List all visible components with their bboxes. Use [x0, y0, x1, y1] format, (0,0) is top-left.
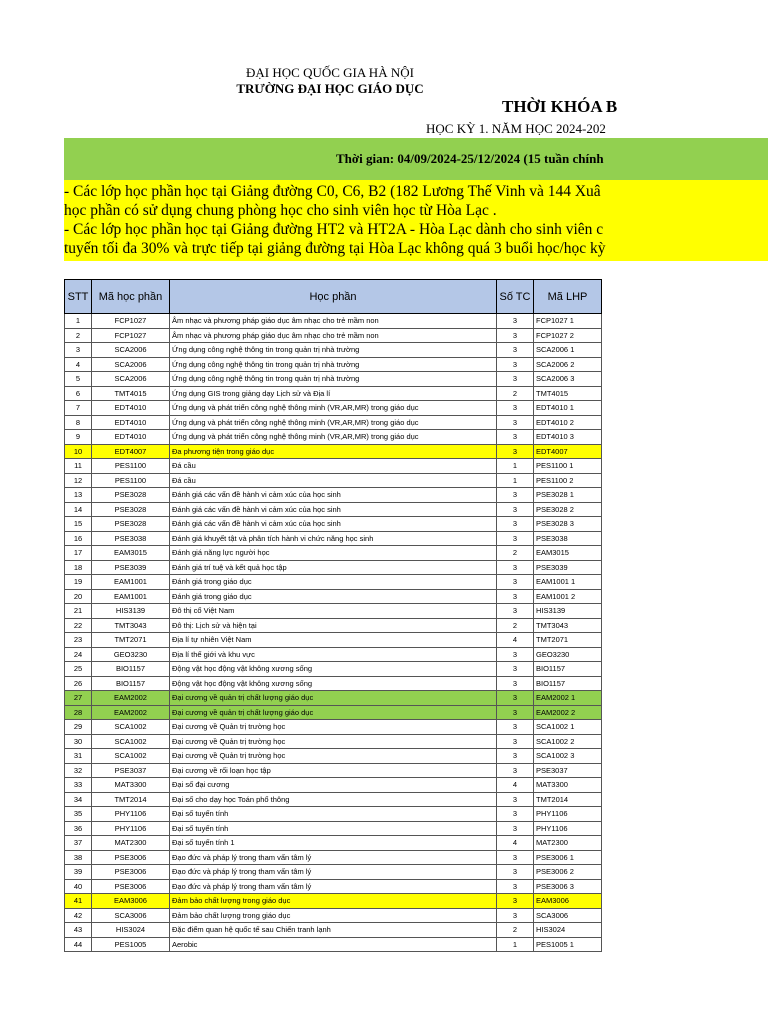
- cell-stt: 7: [65, 401, 92, 416]
- table-row: [65, 488, 602, 503]
- table-row: [65, 865, 602, 880]
- cell-ma-hoc-phan: PSE3037: [92, 763, 170, 778]
- cell-ma-hoc-phan: BIO1157: [92, 662, 170, 677]
- table-row: [65, 517, 602, 532]
- cell-ma-lhp: TMT2071: [534, 633, 602, 648]
- cell-hoc-phan: Đá cầu: [170, 473, 497, 488]
- table-row: [65, 386, 602, 401]
- cell-ma-lhp: BIO1157: [534, 676, 602, 691]
- cell-so-tc: 3: [497, 357, 534, 372]
- cell-ma-hoc-phan: PSE3028: [92, 502, 170, 517]
- cell-ma-lhp: EAM3015: [534, 546, 602, 561]
- cell-hoc-phan: Đá cầu: [170, 459, 497, 474]
- cell-ma-hoc-phan: TMT2014: [92, 792, 170, 807]
- school-name: TRƯỜNG ĐẠI HỌC GIÁO DỤC: [236, 81, 424, 96]
- cell-hoc-phan: Đánh giá các vấn đề hành vi cảm xúc của học sinh: [170, 517, 497, 532]
- table-row: [65, 908, 602, 923]
- cell-hoc-phan: Đại số cho dạy học Toán phổ thông: [170, 792, 497, 807]
- cell-ma-lhp: SCA3006: [534, 908, 602, 923]
- cell-ma-lhp: HIS3139: [534, 604, 602, 619]
- cell-stt: 22: [65, 618, 92, 633]
- cell-so-tc: 3: [497, 488, 534, 503]
- cell-hoc-phan: Đại cương về Quản trị trường học: [170, 734, 497, 749]
- cell-ma-hoc-phan: SCA2006: [92, 372, 170, 387]
- cell-so-tc: 3: [497, 589, 534, 604]
- cell-hoc-phan: Động vật học động vật không xương sống: [170, 676, 497, 691]
- cell-ma-hoc-phan: TMT2071: [92, 633, 170, 648]
- cell-stt: 29: [65, 720, 92, 735]
- table-row: [65, 937, 602, 952]
- cell-so-tc: 3: [497, 328, 534, 343]
- cell-so-tc: 3: [497, 720, 534, 735]
- cell-stt: 14: [65, 502, 92, 517]
- cell-hoc-phan: Đánh giá trong giáo dục: [170, 575, 497, 590]
- cell-hoc-phan: Ứng dụng GIS trong giảng dạy Lịch sử và Địa lí: [170, 386, 497, 401]
- cell-stt: 28: [65, 705, 92, 720]
- cell-ma-lhp: PES1100 1: [534, 459, 602, 474]
- cell-ma-hoc-phan: HIS3139: [92, 604, 170, 619]
- table-row: [65, 763, 602, 778]
- table-row: [65, 792, 602, 807]
- cell-ma-lhp: EAM2002 2: [534, 705, 602, 720]
- table-row: [65, 328, 602, 343]
- cell-stt: 23: [65, 633, 92, 648]
- cell-stt: 37: [65, 836, 92, 851]
- cell-ma-hoc-phan: PSE3039: [92, 560, 170, 575]
- cell-ma-hoc-phan: EAM3015: [92, 546, 170, 561]
- cell-ma-hoc-phan: EAM2002: [92, 691, 170, 706]
- cell-ma-lhp: EAM1001 1: [534, 575, 602, 590]
- table-row: [65, 546, 602, 561]
- cell-stt: 33: [65, 778, 92, 793]
- notes-box: [64, 180, 768, 261]
- cell-hoc-phan: Đánh giá khuyết tật và phân tích hành vi chức năng học sinh: [170, 531, 497, 546]
- table-row: [65, 401, 602, 416]
- cell-hoc-phan: Ứng dụng công nghệ thông tin trong quản trị nhà trường: [170, 357, 497, 372]
- table-row: [65, 662, 602, 677]
- cell-ma-lhp: FCP1027 1: [534, 314, 602, 329]
- cell-hoc-phan: Đạo đức và pháp lý trong tham vấn tâm lý: [170, 850, 497, 865]
- cell-stt: 30: [65, 734, 92, 749]
- table-row: [65, 894, 602, 909]
- cell-ma-hoc-phan: PES1005: [92, 937, 170, 952]
- cell-stt: 6: [65, 386, 92, 401]
- table-row: [65, 647, 602, 662]
- table-row: [65, 807, 602, 822]
- cell-so-tc: 1: [497, 937, 534, 952]
- table-row: [65, 531, 602, 546]
- cell-so-tc: 3: [497, 517, 534, 532]
- schedule-table-wrap: [64, 279, 601, 952]
- table-row: [65, 604, 602, 619]
- cell-hoc-phan: Đánh giá trong giáo dục: [170, 589, 497, 604]
- cell-stt: 20: [65, 589, 92, 604]
- table-row: [65, 691, 602, 706]
- cell-ma-hoc-phan: EAM1001: [92, 575, 170, 590]
- cell-ma-hoc-phan: SCA3006: [92, 908, 170, 923]
- cell-so-tc: 2: [497, 386, 534, 401]
- cell-ma-hoc-phan: EAM3006: [92, 894, 170, 909]
- cell-so-tc: 2: [497, 618, 534, 633]
- cell-ma-lhp: SCA2006 1: [534, 343, 602, 358]
- cell-ma-lhp: PSE3039: [534, 560, 602, 575]
- cell-ma-lhp: PSE3006 2: [534, 865, 602, 880]
- cell-hoc-phan: Ứng dụng công nghệ thông tin trong quản trị nhà trường: [170, 372, 497, 387]
- cell-hoc-phan: Đạo đức và pháp lý trong tham vấn tâm lý: [170, 865, 497, 880]
- cell-stt: 17: [65, 546, 92, 561]
- cell-stt: 27: [65, 691, 92, 706]
- cell-so-tc: 4: [497, 633, 534, 648]
- table-row: [65, 676, 602, 691]
- cell-so-tc: 3: [497, 372, 534, 387]
- cell-ma-lhp: EAM1001 2: [534, 589, 602, 604]
- cell-ma-hoc-phan: PSE3028: [92, 488, 170, 503]
- cell-stt: 19: [65, 575, 92, 590]
- cell-ma-lhp: PSE3028 1: [534, 488, 602, 503]
- cell-so-tc: 3: [497, 647, 534, 662]
- cell-ma-hoc-phan: HIS3024: [92, 923, 170, 938]
- cell-ma-hoc-phan: GEO3230: [92, 647, 170, 662]
- cell-stt: 13: [65, 488, 92, 503]
- cell-so-tc: 3: [497, 865, 534, 880]
- cell-so-tc: 3: [497, 531, 534, 546]
- cell-ma-lhp: EDT4007: [534, 444, 602, 459]
- cell-so-tc: 3: [497, 894, 534, 909]
- cell-ma-hoc-phan: TMT3043: [92, 618, 170, 633]
- cell-ma-lhp: PSE3006 3: [534, 879, 602, 894]
- cell-ma-lhp: TMT4015: [534, 386, 602, 401]
- cell-so-tc: 3: [497, 604, 534, 619]
- cell-stt: 3: [65, 343, 92, 358]
- cell-hoc-phan: Đảm bảo chất lượng trong giáo dục: [170, 894, 497, 909]
- cell-so-tc: 3: [497, 502, 534, 517]
- cell-ma-hoc-phan: PSE3028: [92, 517, 170, 532]
- cell-hoc-phan: Địa lí thế giới và khu vực: [170, 647, 497, 662]
- cell-stt: 39: [65, 865, 92, 880]
- cell-stt: 15: [65, 517, 92, 532]
- cell-ma-hoc-phan: PSE3006: [92, 879, 170, 894]
- cell-ma-lhp: FCP1027 2: [534, 328, 602, 343]
- table-row: [65, 633, 602, 648]
- note-line-3: - Các lớp học phần học tại Giảng đường HT2 và HT2A - Hòa Lạc dành cho sinh viên c: [64, 221, 604, 238]
- cell-ma-hoc-phan: EDT4007: [92, 444, 170, 459]
- table-row: [65, 372, 602, 387]
- cell-ma-hoc-phan: PHY1106: [92, 821, 170, 836]
- cell-hoc-phan: Đại cương về Quản trị trường học: [170, 720, 497, 735]
- cell-hoc-phan: Đại cương về rối loạn học tập: [170, 763, 497, 778]
- cell-so-tc: 3: [497, 908, 534, 923]
- cell-ma-lhp: EAM3006: [534, 894, 602, 909]
- cell-ma-lhp: EDT4010 3: [534, 430, 602, 445]
- note-line-4: tuyến tối đa 30% và trực tiếp tại giảng đường tại Hòa Lạc không quá 3 buổi học/học kỳ: [64, 240, 606, 257]
- cell-ma-lhp: SCA1002 3: [534, 749, 602, 764]
- cell-hoc-phan: Đánh giá năng lực người học: [170, 546, 497, 561]
- table-row: [65, 850, 602, 865]
- cell-ma-hoc-phan: EAM2002: [92, 705, 170, 720]
- cell-stt: 16: [65, 531, 92, 546]
- cell-so-tc: 3: [497, 662, 534, 677]
- note-line-1: - Các lớp học phần học tại Giảng đường C0, C6, B2 (182 Lương Thế Vinh và 144 Xuâ: [64, 183, 601, 200]
- cell-ma-hoc-phan: PSE3006: [92, 850, 170, 865]
- cell-so-tc: 2: [497, 923, 534, 938]
- table-row: [65, 314, 602, 329]
- cell-hoc-phan: Đô thị: Lịch sử và hiện tại: [170, 618, 497, 633]
- cell-hoc-phan: Ứng dụng và phát triển công nghệ thông minh (VR,AR,MR) trong giáo dục: [170, 430, 497, 445]
- cell-ma-lhp: EDT4010 1: [534, 401, 602, 416]
- cell-ma-hoc-phan: MAT2300: [92, 836, 170, 851]
- cell-hoc-phan: Đại số tuyến tính: [170, 807, 497, 822]
- cell-stt: 1: [65, 314, 92, 329]
- university-name: ĐẠI HỌC QUỐC GIA HÀ NỘI: [246, 65, 414, 80]
- cell-hoc-phan: Đại cương về quản trị chất lượng giáo dục: [170, 691, 497, 706]
- cell-so-tc: 3: [497, 314, 534, 329]
- cell-so-tc: 4: [497, 836, 534, 851]
- cell-ma-lhp: PSE3028 3: [534, 517, 602, 532]
- cell-so-tc: 3: [497, 343, 534, 358]
- cell-stt: 8: [65, 415, 92, 430]
- table-row: [65, 444, 602, 459]
- cell-ma-hoc-phan: PSE3006: [92, 865, 170, 880]
- cell-ma-lhp: PHY1106: [534, 821, 602, 836]
- cell-hoc-phan: Đảm bảo chất lượng trong giáo dục: [170, 908, 497, 923]
- cell-ma-lhp: MAT2300: [534, 836, 602, 851]
- table-row: [65, 343, 602, 358]
- table-row: [65, 705, 602, 720]
- page-title: THỜI KHÓA B: [502, 97, 618, 116]
- col-stt: STT: [65, 280, 92, 314]
- cell-ma-hoc-phan: TMT4015: [92, 386, 170, 401]
- cell-so-tc: 3: [497, 430, 534, 445]
- cell-hoc-phan: Aerobic: [170, 937, 497, 952]
- table-row: [65, 430, 602, 445]
- cell-stt: 38: [65, 850, 92, 865]
- time-text: Thời gian: 04/09/2024-25/12/2024 (15 tuần chính: [336, 151, 604, 166]
- table-row: [65, 836, 602, 851]
- cell-hoc-phan: Đại số đại cương: [170, 778, 497, 793]
- cell-ma-hoc-phan: SCA2006: [92, 357, 170, 372]
- cell-so-tc: 2: [497, 546, 534, 561]
- cell-ma-lhp: PSE3037: [534, 763, 602, 778]
- cell-stt: 24: [65, 647, 92, 662]
- table-row: [65, 720, 602, 735]
- cell-so-tc: 3: [497, 560, 534, 575]
- table-row: [65, 618, 602, 633]
- cell-stt: 42: [65, 908, 92, 923]
- table-row: [65, 575, 602, 590]
- table-row: [65, 473, 602, 488]
- cell-hoc-phan: Đại số tuyến tính: [170, 821, 497, 836]
- cell-ma-hoc-phan: MAT3300: [92, 778, 170, 793]
- cell-so-tc: 1: [497, 473, 534, 488]
- cell-ma-lhp: PSE3028 2: [534, 502, 602, 517]
- cell-so-tc: 3: [497, 691, 534, 706]
- cell-so-tc: 3: [497, 879, 534, 894]
- cell-stt: 4: [65, 357, 92, 372]
- cell-stt: 34: [65, 792, 92, 807]
- table-row: [65, 879, 602, 894]
- cell-so-tc: 3: [497, 575, 534, 590]
- cell-so-tc: 1: [497, 459, 534, 474]
- cell-stt: 31: [65, 749, 92, 764]
- cell-stt: 44: [65, 937, 92, 952]
- cell-stt: 10: [65, 444, 92, 459]
- cell-ma-lhp: SCA1002 2: [534, 734, 602, 749]
- col-ma-hoc-phan: Mã học phần: [92, 280, 170, 314]
- cell-so-tc: 3: [497, 415, 534, 430]
- cell-ma-lhp: TMT3043: [534, 618, 602, 633]
- cell-ma-lhp: PSE3038: [534, 531, 602, 546]
- cell-stt: 5: [65, 372, 92, 387]
- table-row: [65, 589, 602, 604]
- cell-ma-hoc-phan: PSE3038: [92, 531, 170, 546]
- cell-stt: 21: [65, 604, 92, 619]
- cell-ma-lhp: EAM2002 1: [534, 691, 602, 706]
- cell-ma-hoc-phan: EAM1001: [92, 589, 170, 604]
- cell-ma-hoc-phan: EDT4010: [92, 401, 170, 416]
- cell-ma-lhp: GEO3230: [534, 647, 602, 662]
- table-row: [65, 459, 602, 474]
- cell-ma-lhp: PSE3006 1: [534, 850, 602, 865]
- cell-hoc-phan: Đánh giá các vấn đề hành vi cảm xúc của học sinh: [170, 502, 497, 517]
- schedule-table: [64, 279, 602, 952]
- cell-hoc-phan: Đại cương về quản trị chất lượng giáo dục: [170, 705, 497, 720]
- time-bar: [64, 138, 768, 180]
- cell-ma-hoc-phan: FCP1027: [92, 328, 170, 343]
- cell-ma-hoc-phan: BIO1157: [92, 676, 170, 691]
- cell-hoc-phan: Đánh giá trí tuệ và kết quả học tập: [170, 560, 497, 575]
- cell-hoc-phan: Âm nhạc và phương pháp giáo dục âm nhạc cho trẻ mầm non: [170, 314, 497, 329]
- cell-ma-hoc-phan: SCA1002: [92, 749, 170, 764]
- cell-ma-lhp: EDT4010 2: [534, 415, 602, 430]
- cell-so-tc: 3: [497, 401, 534, 416]
- cell-ma-lhp: SCA1002 1: [534, 720, 602, 735]
- table-row: [65, 778, 602, 793]
- cell-so-tc: 3: [497, 807, 534, 822]
- cell-ma-lhp: TMT2014: [534, 792, 602, 807]
- cell-hoc-phan: Ứng dụng và phát triển công nghệ thông minh (VR,AR,MR) trong giáo dục: [170, 415, 497, 430]
- cell-ma-lhp: PES1005 1: [534, 937, 602, 952]
- col-hoc-phan: Học phần: [170, 280, 497, 314]
- table-row: [65, 357, 602, 372]
- cell-stt: 36: [65, 821, 92, 836]
- cell-stt: 18: [65, 560, 92, 575]
- cell-hoc-phan: Đô thị cổ Việt Nam: [170, 604, 497, 619]
- cell-hoc-phan: Động vật học động vật không xương sống: [170, 662, 497, 677]
- cell-hoc-phan: Đặc điểm quan hệ quốc tế sau Chiến tranh lạnh: [170, 923, 497, 938]
- cell-ma-hoc-phan: PHY1106: [92, 807, 170, 822]
- col-so-tc: Số TC: [497, 280, 534, 314]
- cell-ma-hoc-phan: FCP1027: [92, 314, 170, 329]
- semester-label: HỌC KỲ 1. NĂM HỌC 2024-202: [426, 121, 606, 136]
- cell-ma-lhp: PHY1106: [534, 807, 602, 822]
- cell-ma-lhp: SCA2006 2: [534, 357, 602, 372]
- cell-hoc-phan: Đại cương về Quản trị trường học: [170, 749, 497, 764]
- cell-hoc-phan: Đại số tuyến tính 1: [170, 836, 497, 851]
- cell-ma-hoc-phan: EDT4010: [92, 430, 170, 445]
- cell-hoc-phan: Đạo đức và pháp lý trong tham vấn tâm lý: [170, 879, 497, 894]
- table-row: [65, 734, 602, 749]
- cell-so-tc: 3: [497, 821, 534, 836]
- cell-so-tc: 3: [497, 792, 534, 807]
- cell-stt: 11: [65, 459, 92, 474]
- cell-so-tc: 3: [497, 749, 534, 764]
- cell-stt: 9: [65, 430, 92, 445]
- cell-stt: 32: [65, 763, 92, 778]
- cell-hoc-phan: Ứng dụng và phát triển công nghệ thông minh (VR,AR,MR) trong giáo dục: [170, 401, 497, 416]
- cell-ma-lhp: PES1100 2: [534, 473, 602, 488]
- cell-ma-lhp: SCA2006 3: [534, 372, 602, 387]
- cell-so-tc: 4: [497, 778, 534, 793]
- cell-hoc-phan: Đánh giá các vấn đề hành vi cảm xúc của học sinh: [170, 488, 497, 503]
- cell-stt: 25: [65, 662, 92, 677]
- cell-ma-hoc-phan: SCA1002: [92, 720, 170, 735]
- cell-hoc-phan: Đa phương tiện trong giáo dục: [170, 444, 497, 459]
- cell-ma-hoc-phan: PES1100: [92, 473, 170, 488]
- table-row: [65, 749, 602, 764]
- cell-stt: 35: [65, 807, 92, 822]
- cell-ma-hoc-phan: EDT4010: [92, 415, 170, 430]
- table-row: [65, 923, 602, 938]
- cell-ma-lhp: MAT3300: [534, 778, 602, 793]
- table-header-row: [65, 280, 602, 314]
- cell-stt: 43: [65, 923, 92, 938]
- table-row: [65, 502, 602, 517]
- cell-hoc-phan: Địa lí tự nhiên Việt Nam: [170, 633, 497, 648]
- cell-stt: 40: [65, 879, 92, 894]
- cell-ma-hoc-phan: PES1100: [92, 459, 170, 474]
- cell-stt: 26: [65, 676, 92, 691]
- cell-so-tc: 3: [497, 444, 534, 459]
- cell-stt: 2: [65, 328, 92, 343]
- cell-so-tc: 3: [497, 705, 534, 720]
- cell-so-tc: 3: [497, 676, 534, 691]
- note-line-2: học phần có sử dụng chung phòng học cho sinh viên học từ Hòa Lạc .: [64, 202, 497, 219]
- cell-ma-hoc-phan: SCA1002: [92, 734, 170, 749]
- cell-so-tc: 3: [497, 763, 534, 778]
- cell-stt: 41: [65, 894, 92, 909]
- table-row: [65, 560, 602, 575]
- cell-ma-lhp: BIO1157: [534, 662, 602, 677]
- cell-so-tc: 3: [497, 734, 534, 749]
- col-ma-lhp: Mã LHP: [534, 280, 602, 314]
- cell-hoc-phan: Ứng dụng công nghệ thông tin trong quản trị nhà trường: [170, 343, 497, 358]
- table-row: [65, 415, 602, 430]
- cell-ma-hoc-phan: SCA2006: [92, 343, 170, 358]
- cell-hoc-phan: Âm nhạc và phương pháp giáo dục âm nhạc cho trẻ mầm non: [170, 328, 497, 343]
- cell-stt: 12: [65, 473, 92, 488]
- cell-ma-lhp: HIS3024: [534, 923, 602, 938]
- table-row: [65, 821, 602, 836]
- cell-so-tc: 3: [497, 850, 534, 865]
